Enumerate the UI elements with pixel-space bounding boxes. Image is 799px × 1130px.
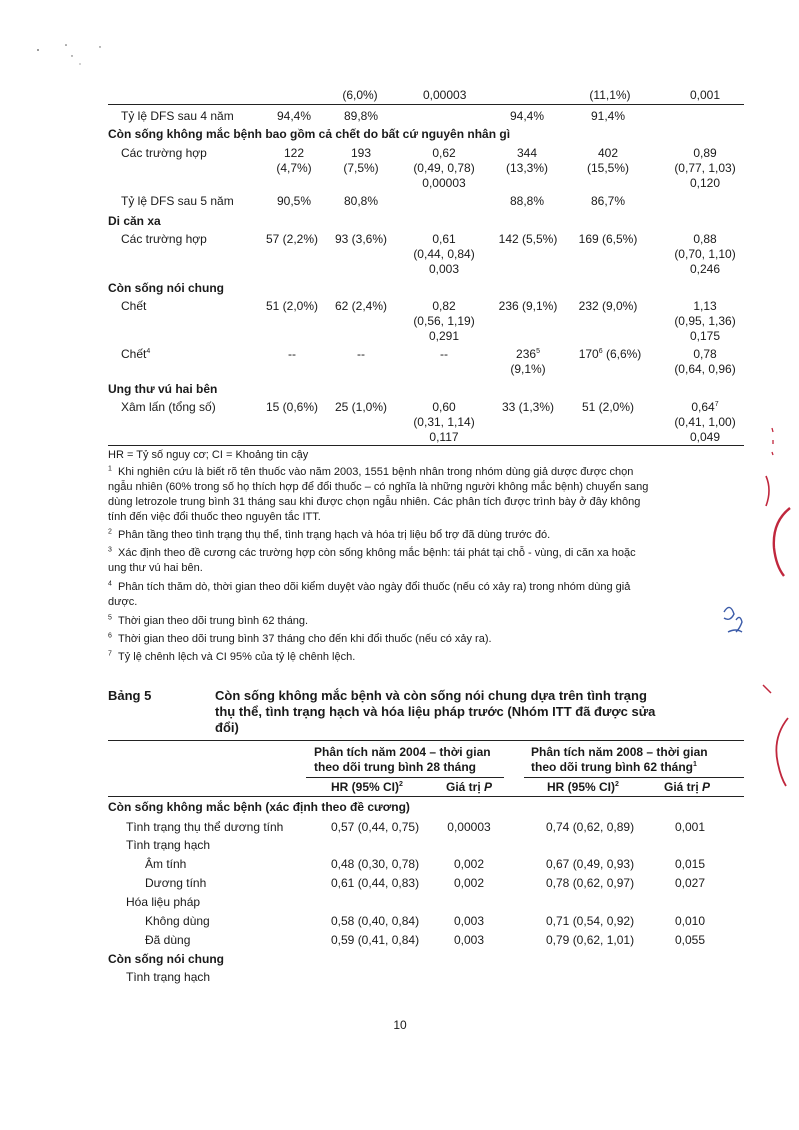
t4-death1-c4: 236 (9,1%) [498, 299, 558, 313]
t5-p-header-2: Giá trị P [664, 780, 711, 794]
t5-row2-hr2: 0,67 (0,49, 0,93) [546, 857, 635, 871]
t4-death2-c6a: 0,78 [693, 347, 717, 361]
t4-dfs4-c4: 94,4% [509, 109, 545, 123]
t5-hr-header-2: HR (95% CI)$^2$ [547, 780, 619, 794]
t5-row3-label: Dương tính [145, 876, 207, 890]
t4-cases1-c6b: (0,77, 1,03) [674, 161, 736, 175]
t4-cases1-c3a: 0,62 [432, 146, 456, 160]
t4-death1-c2: 62 (2,4%) [334, 299, 388, 313]
t5-h2008-line1: Phân tích năm 2008 – thời gian [531, 745, 708, 759]
t4-death1-c3c: 0,291 [428, 329, 460, 343]
fn-4-line2: dược. [108, 596, 138, 608]
t4-death1-c3b: (0,56, 1,19) [413, 314, 475, 328]
red-bracket-lower [776, 718, 788, 786]
t4-dfs4-c5: 91,4% [590, 109, 626, 123]
red-dash-marks [772, 428, 773, 455]
t4-cases1-c3b: (0,49, 0,78) [413, 161, 475, 175]
t4-dfs5-c1: 90,5% [276, 194, 312, 208]
t5-h2004-line1: Phân tích năm 2004 – thời gian [314, 745, 491, 759]
t4-cases2-c5: 169 (6,5%) [578, 232, 638, 246]
t5-row5-label: Không dùng [145, 914, 210, 928]
t4-cases1-label: Các trường hợp [121, 146, 207, 160]
speck-2 [65, 44, 67, 46]
fn-3-line1: $^3$ Xác định theo đề cương các trường hợp còn sống không mắc bệnh: tái phát tại chỗ - vùng, di căn xa hoặc [108, 546, 636, 559]
red-bracket-upper [774, 508, 790, 576]
t5-hr-header-1: HR (95% CI)$^2$ [331, 780, 403, 794]
t4-top-c5: (11,1%) [589, 88, 631, 102]
t4-death2-c6b: (0,64, 0,96) [674, 362, 736, 376]
t4-invasive-c3c: 0,117 [429, 430, 459, 444]
fn-3-line2: ung thư vú hai bên. [108, 562, 203, 574]
t4-cases1-c4b: (13,3%) [505, 161, 549, 175]
fn-abbreviations: HR = Tỷ số nguy cơ; CI = Khoảng tin cậy [108, 449, 309, 461]
t4-top-c3: 0,00003 [423, 88, 467, 102]
t4-cases2-label: Các trường hợp [121, 232, 207, 246]
t4-death2-c4b: (9,1%) [510, 362, 546, 376]
t5-row2-p1: 0,002 [453, 857, 485, 871]
t5-row5-p2: 0,010 [674, 914, 706, 928]
speck-3 [71, 55, 72, 56]
t5-title-line1: Còn sống không mắc bệnh và còn sống nói chung dựa trên tình trạng [215, 688, 647, 703]
t4-death2-label: Chết$^4$ [121, 347, 151, 361]
t4-cases1-c6a: 0,89 [693, 146, 717, 160]
fn-2: $^2$ Phân tầng theo tình trạng thụ thể, tình trạng hạch và hóa trị liệu bổ trợ đã dùng trước đó. [108, 528, 551, 541]
t5-p-header-1: Giá trị P [446, 780, 493, 794]
t4-death1-c6a: 1,13 [693, 299, 717, 313]
blue-initials-mark [724, 607, 742, 632]
t5-row5-p1: 0,003 [453, 914, 485, 928]
red-slash-mark [763, 685, 771, 693]
t4-section-dfs-all: Còn sống không mắc bệnh bao gồm cả chết do bất cứ nguyên nhân gì [108, 127, 511, 141]
t4-death1-c3a: 0,82 [432, 299, 456, 313]
t5-row6-p2: 0,055 [674, 933, 706, 947]
t4-cases2-c6a: 0,88 [693, 232, 717, 246]
t5-title-line2: thụ thể, tình trạng hạch và hóa liệu pháp trước (Nhóm ITT đã được sửa [215, 704, 656, 719]
t5-row5-hr1: 0,58 (0,40, 0,84) [331, 914, 420, 928]
t4-death2-c1: -- [288, 347, 296, 361]
t4-cases2-c4: 142 (5,5%) [498, 232, 558, 246]
t4-death2-c5: $170^6$ (6,6%) [578, 347, 642, 361]
t4-section-distant: Di căn xa [108, 214, 161, 228]
t4-dfs4-c1: 94,4% [276, 109, 312, 123]
speck-4 [99, 46, 100, 47]
t4-section-bilateral: Ung thư vú hai bên [108, 382, 218, 396]
t4-cases2-c3a: 0,61 [432, 232, 456, 246]
t5-section-os: Còn sống nói chung [108, 952, 224, 966]
t5-row3-p2: 0,027 [674, 876, 706, 890]
t5-row6-hr1: 0,59 (0,41, 0,84) [331, 933, 420, 947]
t4-dfs4-label: Tỷ lệ DFS sau 4 năm [121, 109, 234, 123]
t4-top-c6: 0,001 [689, 88, 721, 102]
t5-row0-hr2: 0,74 (0,62, 0,89) [546, 820, 635, 834]
t5-row6-hr2: 0,79 (0,62, 1,01) [546, 933, 635, 947]
t5-label: Bảng 5 [108, 688, 152, 703]
t5-row2-label: Âm tính [145, 857, 187, 871]
t4-cases1-c1a: 122 [283, 146, 305, 160]
t4-death1-c6c: 0,175 [689, 329, 721, 343]
t4-invasive-c3a: 0,60 [432, 400, 456, 414]
fn-6: $^6$ Thời gian theo dõi trung bình 37 tháng cho đến khi đổi thuốc (nếu có xảy ra). [108, 632, 492, 645]
t4-dfs5-c4: 88,8% [509, 194, 545, 208]
t4-cases1-c2b: (7,5%) [343, 161, 379, 175]
t5-row2-p2: 0,015 [674, 857, 706, 871]
t4-cases1-c5b: (15,5%) [586, 161, 630, 175]
fn-1-line3: dùng letrozole trung bình 31 tháng sau khi được chọn ngẫu nhiên. Các phân tích được trình bày ở đây không [108, 496, 641, 508]
t5-last-label: Tình trạng hạch [126, 970, 211, 984]
t5-row2-hr1: 0,48 (0,30, 0,78) [331, 857, 420, 871]
t5-row6-label: Đã dùng [145, 933, 191, 947]
t4-invasive-label: Xâm lấn (tổng số) [121, 400, 216, 414]
page-number: 10 [393, 1018, 407, 1032]
t4-invasive-c6a: 0,64$^7$ [691, 400, 719, 414]
t4-invasive-c4: 33 (1,3%) [501, 400, 555, 414]
t4-dfs5-c5: 86,7% [590, 194, 626, 208]
t4-death2-c4a: $236^5$ [516, 347, 540, 361]
t4-cases2-c3c: 0,003 [428, 262, 460, 276]
fn-5: $^5$ Thời gian theo dõi trung bình 62 tháng. [108, 614, 309, 627]
t4-cases2-c6c: 0,246 [689, 262, 721, 276]
t5-row3-hr1: 0,61 (0,44, 0,83) [331, 876, 420, 890]
t4-dfs4-c2: 89,8% [343, 109, 379, 123]
t5-row5-hr2: 0,71 (0,54, 0,92) [546, 914, 635, 928]
t4-section-os: Còn sống nói chung [108, 281, 224, 295]
t5-title-line3: đổi) [215, 720, 239, 735]
t4-invasive-c1: 15 (0,6%) [265, 400, 319, 414]
t5-row0-label: Tình trạng thụ thể dương tính [126, 820, 284, 834]
t4-cases2-c3b: (0,44, 0,84) [413, 247, 475, 261]
speck-1 [37, 49, 39, 51]
t4-invasive-c5: 51 (2,0%) [581, 400, 635, 414]
t4-cases2-c1: 57 (2,2%) [265, 232, 319, 246]
t4-cases1-c3c: 0,00003 [422, 176, 466, 190]
t5-row1-label: Tình trạng hạch [126, 838, 211, 852]
fn-1-line1: $^1$ Khi nghiên cứu là biết rõ tên thuốc vào năm 2003, 1551 bệnh nhân trong nhóm dùng giả dược được chọn [108, 465, 634, 478]
t5-row3-p1: 0,002 [453, 876, 485, 890]
t5-row3-hr2: 0,78 (0,62, 0,97) [546, 876, 635, 890]
t5-row0-p2: 0,001 [674, 820, 706, 834]
t4-dfs5-c2: 80,8% [343, 194, 379, 208]
t5-row0-hr1: 0,57 (0,44, 0,75) [331, 820, 420, 834]
t4-cases1-c2a: 193 [350, 146, 372, 160]
t5-h2004-line2: theo dõi trung bình 28 tháng [314, 760, 476, 774]
t4-death2-c3: -- [440, 347, 448, 361]
t4-cases2-c6b: (0,70, 1,10) [674, 247, 736, 261]
fn-7: $^7$ Tỷ lệ chênh lệch và CI 95% của tỷ lệ chênh lệch. [108, 650, 356, 663]
fn-1-line2: ngẫu nhiên (60% trong số họ thích hợp để đổi thuốc – có nghĩa là những người không mắc bệnh) chuyển sang [108, 481, 649, 493]
t4-invasive-c2: 25 (1,0%) [334, 400, 388, 414]
t4-invasive-c3b: (0,31, 1,14) [413, 415, 475, 429]
t4-top-c2: (6,0%) [342, 88, 378, 102]
t4-death1-c1: 51 (2,0%) [265, 299, 319, 313]
speck-5 [79, 63, 80, 64]
t4-cases2-c2: 93 (3,6%) [334, 232, 388, 246]
t4-death2-c2: -- [357, 347, 365, 361]
t4-death1-c5: 232 (9,0%) [578, 299, 638, 313]
t5-row0-p1: 0,00003 [447, 820, 491, 834]
red-tick-mark [766, 476, 769, 506]
t5-row4-label: Hóa liệu pháp [126, 895, 201, 909]
t4-cases1-c5a: 402 [597, 146, 619, 160]
t4-cases1-c1b: (4,7%) [276, 161, 312, 175]
t5-h2008-line2: theo dõi trung bình 62 tháng$^1$ [531, 760, 697, 774]
t4-death1-label: Chết [121, 299, 147, 313]
t4-invasive-c6b: (0,41, 1,00) [674, 415, 736, 429]
fn-1-line4: tính đến việc đổi thuốc theo nguyên tắc ITT. [108, 511, 321, 523]
t4-death1-c6b: (0,95, 1,36) [674, 314, 736, 328]
t4-invasive-c6c: 0,049 [689, 430, 721, 444]
t4-cases1-c4a: 344 [516, 146, 538, 160]
t4-cases1-c6c: 0,120 [689, 176, 721, 190]
t4-dfs5-label: Tỷ lệ DFS sau 5 năm [121, 194, 234, 208]
t5-section-dfs: Còn sống không mắc bệnh (xác định theo đề cương) [108, 800, 410, 814]
t5-row6-p1: 0,003 [453, 933, 485, 947]
fn-4-line1: $^4$ Phân tích thăm dò, thời gian theo dõi kiểm duyệt vào ngày đổi thuốc (nếu có xảy ra) trong nhóm dùng giả [108, 580, 631, 593]
